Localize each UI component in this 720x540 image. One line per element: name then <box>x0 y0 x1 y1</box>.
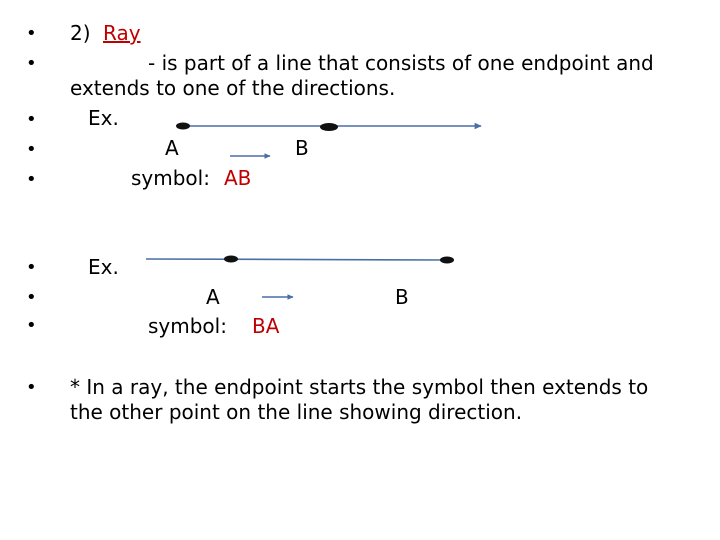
example-2-point-b-label: B <box>395 285 409 309</box>
example-1-point-a-label: A <box>165 136 179 160</box>
example-1-symbol-value: AB <box>224 166 252 190</box>
bullet: • <box>26 257 37 278</box>
example-2-ray-line <box>146 259 447 260</box>
bullet: • <box>26 109 37 130</box>
example-2-symbol-label: symbol: <box>148 314 227 338</box>
item-number: 2) <box>70 21 91 45</box>
example-1-symbol-label: symbol: <box>131 166 210 190</box>
bullet: • <box>26 23 37 44</box>
example-2-label: Ex. <box>88 255 119 279</box>
example-2-point-b <box>440 257 454 264</box>
example-1-point-b-label: B <box>295 136 309 160</box>
bullet: • <box>26 169 37 190</box>
bullet: • <box>26 377 37 398</box>
example-1-point-b <box>320 123 338 131</box>
definition-line-1: - is part of a line that consists of one endpoint and <box>148 51 654 75</box>
bullet: • <box>26 315 37 336</box>
example-1-label: Ex. <box>88 106 119 130</box>
example-2-symbol-value: BA <box>252 314 280 338</box>
slide-title: Ray <box>103 21 141 45</box>
bullet: • <box>26 287 37 308</box>
example-2-point-a-label: A <box>206 285 220 309</box>
note-line-1: * In a ray, the endpoint starts the symbol then extends to <box>70 375 649 399</box>
example-1-point-a <box>176 123 190 130</box>
example-2-point-a <box>224 256 238 263</box>
bullet: • <box>26 53 37 74</box>
bullet: • <box>26 139 37 160</box>
note-line-2: the other point on the line showing direction. <box>70 400 523 424</box>
definition-line-2: extends to one of the directions. <box>70 76 396 100</box>
